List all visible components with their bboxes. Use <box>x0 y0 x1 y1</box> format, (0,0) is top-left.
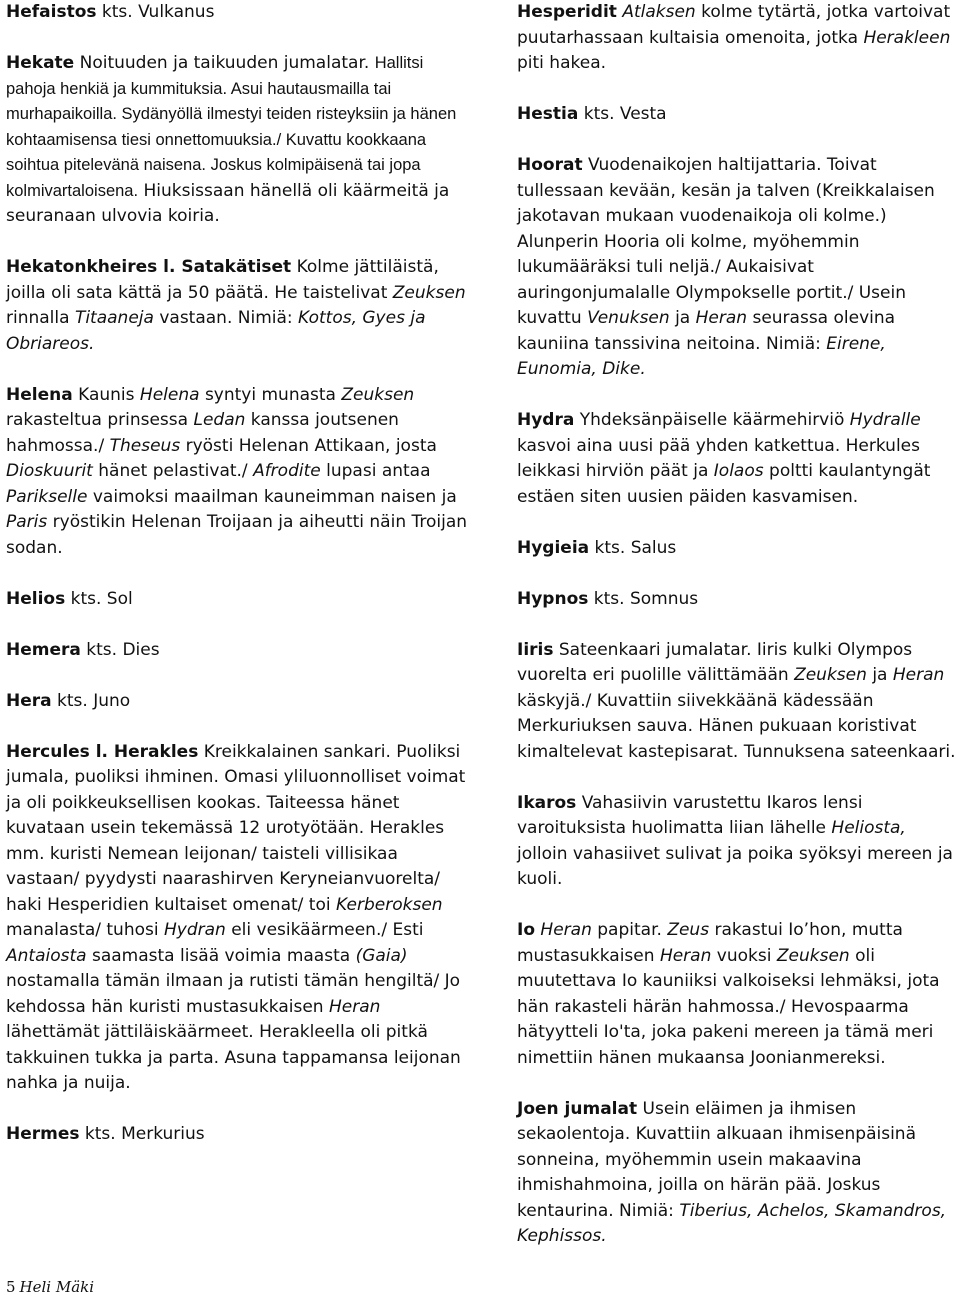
page-footer <box>6 1278 94 1296</box>
entry-italic: Kerberoksen <box>336 894 443 915</box>
entry-text: käskyjä./ Kuvattiin siivekkäänä kädessään Merkuriuksen sauva. Hänen pukuaan koristivat kimaltelevat kastepisarat. Tunnuksena sateenkaari. <box>517 690 956 762</box>
entry-text: piti hakea. <box>517 53 607 73</box>
entry-reference: kts. Merkurius <box>84 1124 205 1144</box>
entry-term: Hekate <box>6 53 75 73</box>
entry-reference: kts. Dies <box>86 639 160 660</box>
entry-text: Vahasiivin varustettu Ikaros lensi varoituksista huolimatta liian lähelle <box>517 792 863 838</box>
entry-text: jolloin vahasiivet sulivat ja poika syöksyi mereen ja kuoli. <box>517 843 953 889</box>
entry-text: lähettämät jättiläiskäärmeet. Herakleella oli pitkä takkuinen tukka ja parta. Asuna tappamansa leijonan nahka ja nuija. <box>6 1022 461 1093</box>
entry-text: syntyi munasta <box>204 384 336 405</box>
entry-term: Helena <box>6 384 73 405</box>
entry-joen-jumalat <box>517 1097 957 1250</box>
entry-text: ryöstikin Helenan Troijaan ja aiheutti näin Troijan sodan. <box>6 512 468 558</box>
entry-text: kanssa joutsenen hahmossa./ <box>6 410 399 456</box>
entry-italic: Zeuksen <box>794 665 867 685</box>
entry-text: lupasi antaa <box>326 461 431 481</box>
entry-text: manalasta/ tuhosi <box>6 920 159 940</box>
entry-text: poltti kaulantyngät estäen siten uusien päiden kasvamisen. <box>517 461 931 507</box>
entry-text: rakasteltua prinsessa <box>6 410 189 430</box>
entry-italic: Titaaneja <box>74 308 154 328</box>
entry-italic: Theseus <box>109 435 181 456</box>
entry-hygieia <box>517 536 957 562</box>
entry-term: Hoorat <box>517 155 583 175</box>
entry-italic: Eirene, Eunomia, Dike. <box>517 333 886 379</box>
entry-helios <box>6 587 476 613</box>
entry-italic: Ledan <box>193 410 246 430</box>
entry-reference: kts. Juno <box>57 690 131 711</box>
entry-italic: Heran <box>540 920 592 940</box>
entry-hemera <box>6 638 476 664</box>
entry-hefaistos <box>6 0 476 26</box>
entry-italic: Zeuksen <box>776 945 850 966</box>
entry-ikaros <box>517 791 957 893</box>
right-column <box>517 0 957 1275</box>
entry-hercules <box>6 740 476 1097</box>
entry-italic: Atlaksen <box>622 2 696 22</box>
entry-term: Hestia <box>517 104 579 124</box>
entry-italic: Heran <box>659 945 712 966</box>
entry-hypnos <box>517 587 957 613</box>
entry-text: Kreikkalainen sankari. Puoliksi jumala, puoliksi ihminen. Omasi yliluonnolliset voimat ja oli poikkeuksellisen kookas. Taiteessa hänet kuvataan usein tekemässä 12 urotyötään. Herakles mm. kuristi Nemean leijonan/ taisteli villisikaa vastaan/ pyydysti naarashirven Keryneianvuorelta/ haki Hesperidien kultaiset omenat/ toi <box>6 741 466 915</box>
entry-term: Hekatonkheires l. Satakätiset <box>6 257 292 277</box>
entry-italic: Hydran <box>163 920 226 940</box>
entry-hekatonkheires <box>6 255 476 357</box>
entry-italic: Heran <box>892 665 945 685</box>
entry-term: Hefaistos <box>6 2 97 22</box>
entry-text: papitar. <box>597 920 662 940</box>
entry-hekate <box>6 51 476 230</box>
entry-io <box>517 918 957 1071</box>
entry-term: Hypnos <box>517 588 589 609</box>
entry-italic: Dioskuurit <box>6 461 93 481</box>
entry-italic: Venuksen <box>587 308 670 328</box>
entry-italic: Kottos, Gyes ja Obriareos. <box>6 308 426 354</box>
entry-iiris <box>517 638 957 766</box>
entry-text: ja <box>675 308 691 328</box>
entry-text: Hiuksissaan hänellä oli käärmeitä ja seuranaan ulvovia koiria. <box>6 180 450 226</box>
entry-term: Io <box>517 920 536 940</box>
entry-italic: Hydralle <box>849 410 921 430</box>
entry-italic: Helena <box>139 384 200 405</box>
entry-italic: Antaiosta <box>6 945 87 966</box>
entry-text: rakastui Io’hon, mutta mustasukkaisen <box>517 920 903 966</box>
entry-text: Usein eläimen ja ihmisen sekaolentoja. Kuvattiin alkuaan ihmisenpäisinä sonneina, myöhemmin usein makaavina ihmishahmoina, joilla on härän pää. Joskus kentaurina. Nimiä: <box>517 1098 916 1221</box>
entry-text: kasvoi aina uusi pää yhden katkettua. Herkules leikkasi hirviön päät ja <box>517 435 920 481</box>
entry-italic: Tiberius, Achelos, Skamandros, Kephissos. <box>517 1200 947 1246</box>
entry-hesperidit <box>517 0 957 77</box>
entry-term: Iiris <box>517 639 554 660</box>
entry-text: saamasta lisää voimia maasta <box>91 945 351 966</box>
entry-text: seurassa olevina kauniina tanssivina neitoina. Nimiä: <box>517 308 896 354</box>
entry-text: Yhdeksänpäiselle käärmehirviö <box>579 410 845 430</box>
entry-hera <box>6 689 476 715</box>
entry-text: Noituuden ja taikuuden jumalatar. <box>79 53 370 73</box>
entry-text: eli vesikäärmeen./ Esti <box>231 920 424 940</box>
entry-italic: Afrodite <box>253 461 321 481</box>
author-name: Heli Mäki <box>19 1278 95 1296</box>
entry-term: Hydra <box>517 410 575 430</box>
entry-term: Hygieia <box>517 537 590 558</box>
entry-term: Hera <box>6 690 52 711</box>
entry-text: Hallitsi pahoja henkiä ja kummituksia. Asui hautausmailla tai murhapaikoilla. Sydänyöllä ilmestyi teiden risteyksiin ja hänen kohtaamisensa tiesi onnettomuuksia./ Kuvattu kookkaana soihtua pitelevänä naisena. Joskus kolmipäisenä tai jopa kolmivartaloisena. <box>6 54 457 200</box>
entry-text: vastaan. Nimiä: <box>159 308 293 328</box>
entry-term: Hemera <box>6 639 81 660</box>
entry-hestia <box>517 102 957 128</box>
entry-text: Kaunis <box>78 384 135 405</box>
entry-italic: Zeus <box>667 920 710 940</box>
entry-italic: Heran <box>695 308 748 328</box>
entry-reference: kts. Vesta <box>583 104 667 124</box>
page-number: 5 <box>6 1278 16 1296</box>
entry-term: Ikaros <box>517 792 577 813</box>
entry-term: Helios <box>6 588 66 609</box>
entry-italic: Heran <box>328 996 381 1017</box>
entry-reference: kts. Salus <box>594 537 677 558</box>
entry-text: vaimoksi maailman kauneimman naisen ja <box>92 486 457 507</box>
entry-text: Kolme jättiläistä, joilla oli sata kättä ja 50 päätä. He taistelivat <box>6 257 439 303</box>
entry-reference: kts. Sol <box>70 588 133 609</box>
entry-hermes <box>6 1122 476 1148</box>
entry-term: Joen jumalat <box>517 1098 638 1119</box>
entry-text: nostamalla tämän ilmaan ja rutisti tämän hengiltä/ Jo kehdossa hän kuristi mustasukkaisen <box>6 971 461 1017</box>
entry-reference: kts. Vulkanus <box>101 2 215 22</box>
entry-text: hänet pelastivat./ <box>98 461 248 481</box>
entry-text: rinnalla <box>6 308 70 328</box>
entry-text: vuoksi <box>716 945 772 966</box>
left-column <box>6 0 476 1173</box>
entry-hoorat <box>517 153 957 383</box>
entry-term: Hesperidit <box>517 2 617 22</box>
entry-italic: Zeuksen <box>392 282 466 303</box>
entry-hydra <box>517 408 957 510</box>
entry-italic: Paris <box>6 512 48 532</box>
entry-text: Vuodenaikojen haltijattaria. Toivat tullessaan kevään, kesän ja talven (Kreikkalaisen jakotavan mukaan vuodenaikoja oli kolme.) Alunperin Hooria oli kolme, myöhemmin lukumääräksi tuli neljä./ Aukaisivat auringonjumalalle Olympokselle portit./ Usein kuvattu <box>517 155 935 328</box>
entry-term: Hermes <box>6 1124 80 1144</box>
entry-helena <box>6 383 476 562</box>
entry-italic: (Gaia) <box>355 945 408 966</box>
entry-text: kolme tytärtä, jotka vartoivat puutarhassaan kultaisia omenoita, jotka <box>517 2 951 48</box>
entry-italic: Zeuksen <box>341 384 415 405</box>
entry-italic: Herakleen <box>863 27 951 48</box>
entry-text: ja <box>872 665 888 685</box>
entry-text: oli muutettava Io kauniiksi valkoiseksi lehmäksi, jota hän rakasteli härän hahmossa./ Hevospaarma hätyytteli Io'ta, joka pakeni mereen ja tämä meri nimettiin hänen mukaansa Joonianmereksi. <box>517 945 940 1068</box>
entry-text: ryösti Helenan Attikaan, josta <box>185 435 437 456</box>
entry-italic: Heliosta, <box>831 818 906 838</box>
entry-reference: kts. Somnus <box>593 588 699 609</box>
entry-italic: Iolaos <box>713 461 764 481</box>
entry-text: Sateenkaari jumalatar. Iiris kulki Olympos vuorelta eri puolille välittämään <box>517 639 913 685</box>
entry-term: Hercules l. Herakles <box>6 741 199 762</box>
entry-italic: Parikselle <box>6 486 88 507</box>
